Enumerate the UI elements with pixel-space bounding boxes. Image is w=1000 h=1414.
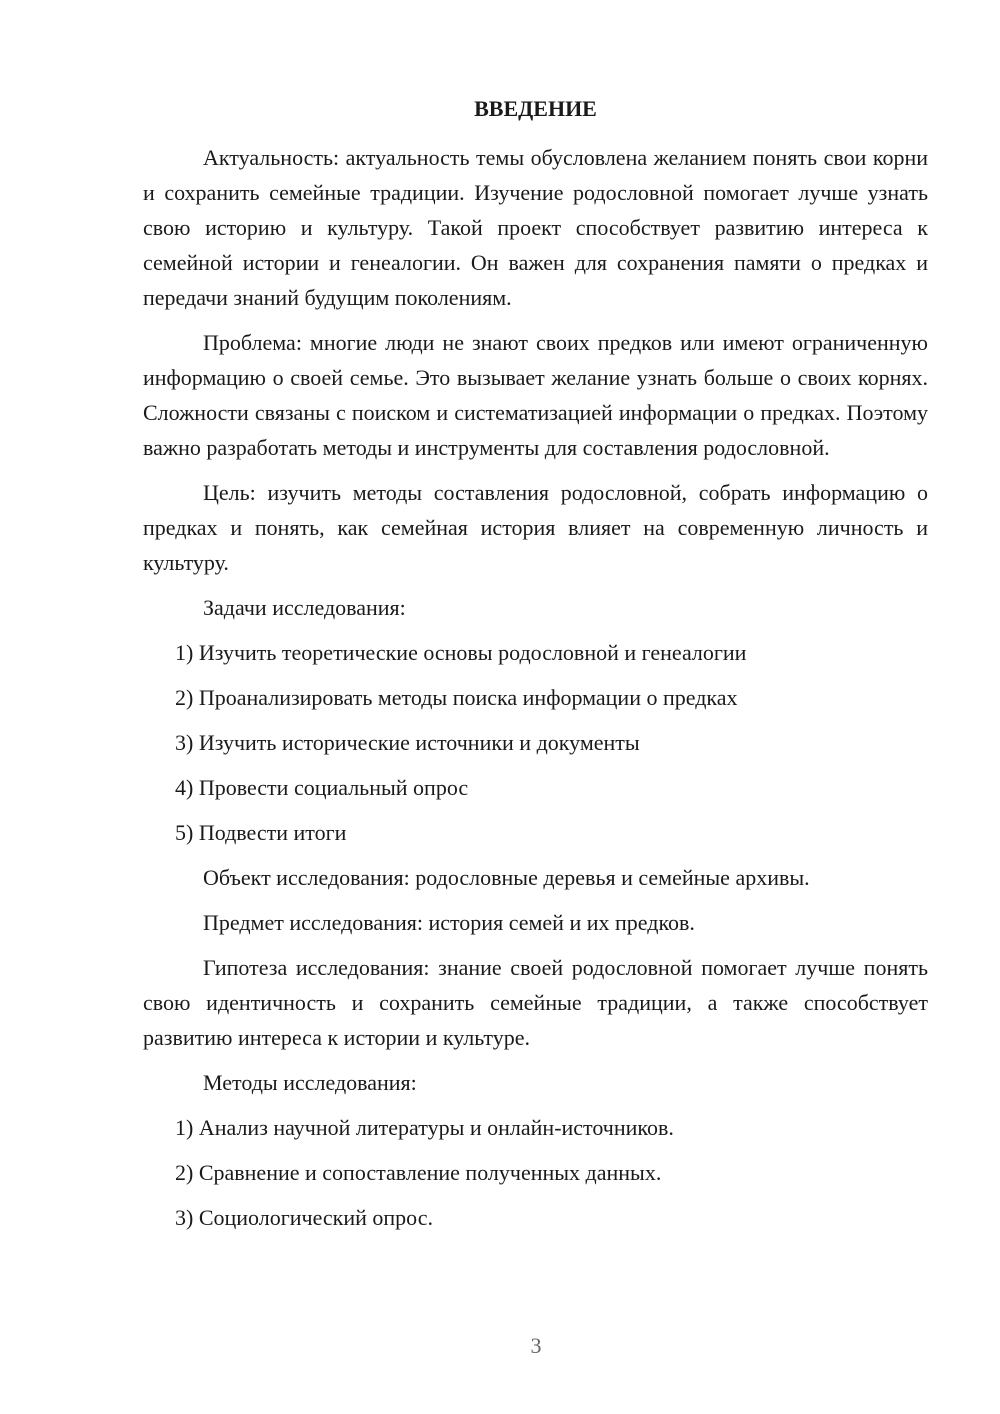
page-number: 3 bbox=[530, 1333, 542, 1358]
document-page bbox=[143, 92, 928, 1245]
list-item: 4) Провести социальный опрос bbox=[175, 775, 469, 800]
methods-heading: Методы исследования: bbox=[203, 1070, 417, 1095]
list-item: 1) Анализ научной литературы и онлайн-источников. bbox=[175, 1115, 674, 1140]
methods-list bbox=[143, 1110, 928, 1235]
goal-paragraph: Цель: изучить методы составления родословной, собрать информацию о предках и понять, как семейная история влияет на современную личность и культуру. bbox=[143, 480, 928, 575]
list-item: 2) Проанализировать методы поиска информации о предках bbox=[175, 685, 738, 710]
list-item: 5) Подвести итоги bbox=[175, 820, 347, 845]
subject-paragraph: Предмет исследования: история семей и их предков. bbox=[203, 910, 695, 935]
list-item: 2) Сравнение и сопоставление полученных данных. bbox=[175, 1160, 662, 1185]
hypothesis-paragraph: Гипотеза исследования: знание своей родословной помогает лучше понять свою идентичность и сохранить семейные традиции, а также способствует развитию интереса к истории и культуре. bbox=[143, 955, 928, 1050]
tasks-list bbox=[143, 635, 928, 850]
object-paragraph: Объект исследования: родословные деревья и семейные архивы. bbox=[203, 865, 810, 890]
problem-paragraph: Проблема: многие люди не знают своих предков или имеют ограниченную информацию о своей семье. Это вызывает желание узнать больше о своих корнях. Сложности связаны с поиском и систематизацией информации о предках. Поэтому важно разработать методы и инструменты для составления родословной. bbox=[143, 330, 928, 460]
list-item: 3) Социологический опрос. bbox=[175, 1205, 433, 1230]
list-item: 1) Изучить теоретические основы родословной и генеалогии bbox=[175, 640, 747, 665]
list-item: 3) Изучить исторические источники и документы bbox=[175, 730, 640, 755]
relevance-paragraph: Актуальность: актуальность темы обусловлена желанием понять свои корни и сохранить семейные традиции. Изучение родословной помогает лучше узнать свою историю и культуру. Такой проект способствует развитию интереса к семейной истории и генеалогии. Он важен для сохранения памяти о предках и передачи знаний будущим поколениям. bbox=[143, 145, 928, 310]
tasks-heading: Задачи исследования: bbox=[203, 595, 406, 620]
page-title: ВВЕДЕНИЕ bbox=[474, 96, 597, 121]
